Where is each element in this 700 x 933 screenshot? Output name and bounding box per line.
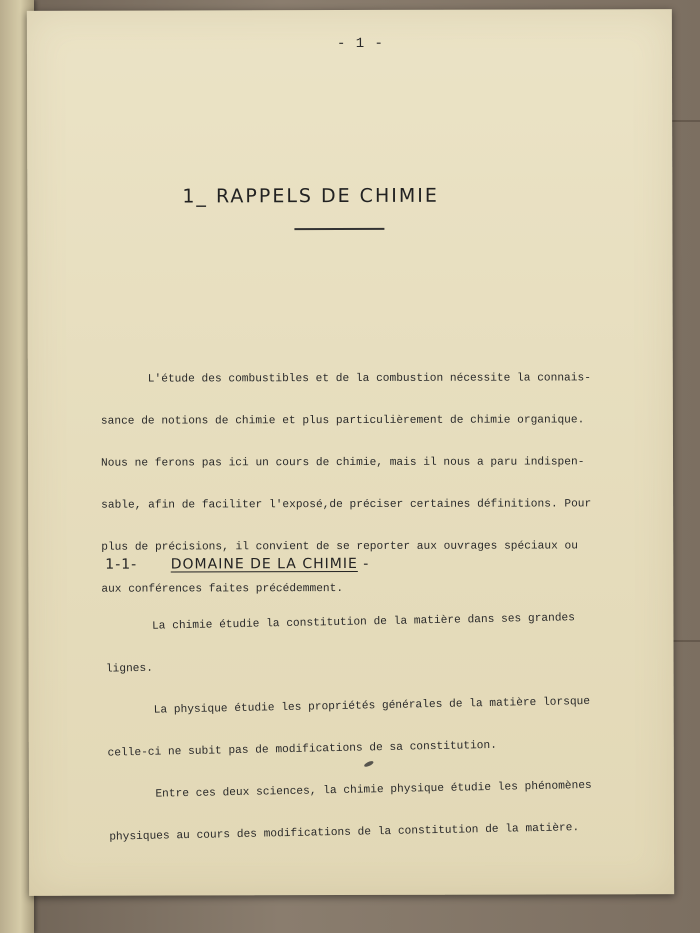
page-number: - 1 - (336, 35, 384, 53)
section-title-suffix: - (357, 555, 370, 572)
intro-line: aux conférences faites précédemment. (101, 583, 344, 596)
section-number: 1-1- (105, 556, 138, 573)
intro-line: L'étude des combustibles et de la combustion nécessite la connais- (100, 372, 591, 386)
intro-line: plus de précisions, il convient de se reporter aux ouvrages spéciaux ou (101, 540, 578, 554)
section-title: DOMAINE DE LA CHIMIE (170, 555, 358, 573)
section-line: Entre ces deux sciences, la chimie physique étudie les phénomènes (108, 779, 592, 802)
chapter-title: 1_ RAPPELS DE CHIMIE (182, 184, 439, 208)
section-line: lignes. (105, 662, 154, 676)
section-line: La physique étudie les propriétés générales de la matière lorsque (106, 695, 591, 718)
section-line: celle-ci ne subit pas de modifications de sa constitution. (107, 739, 498, 760)
intro-line: sance de notions de chimie et plus particulièrement de chimie organique. (100, 414, 585, 428)
document-page (27, 9, 674, 896)
intro-paragraph (101, 343, 622, 624)
section-line: La chimie étudie la constitution de la matière dans ses grandes (104, 612, 576, 634)
section-heading (105, 556, 369, 573)
section-line: physiques au cours des modifications de la constitution de la matière. (109, 822, 580, 844)
intro-line: sable, afin de faciliter l'exposé,de préciser certaines définitions. Pour (101, 498, 592, 512)
section-body (104, 582, 650, 873)
intro-line: Nous ne ferons pas ici un cours de chimie, mais il nous a paru indispen- (101, 456, 585, 470)
title-underline (294, 228, 384, 230)
